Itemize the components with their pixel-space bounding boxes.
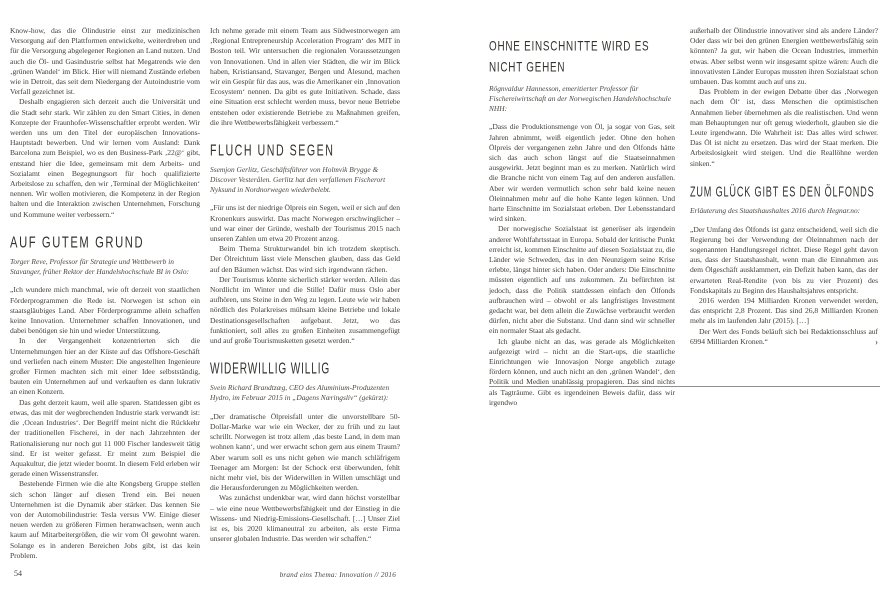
paragraph: „Der Umfang des Ölfonds ist ganz entscheidend, weil sich die Regierung bei der Verwendung der Öleinnahmen nach der sogenannten Handlungsregel richtet. Diese Regel geht davon aus, dass der Staatshaushalt, wenn man die Einnahmen aus dem Ölgeschäft ausklammert, ein Defizit haben kann, das der erwarteten Real-Rendite (von bis zu vier Prozent) des Fondskapitals zu Beginn des Haushaltsjahres entspricht. <box>690 224 878 295</box>
page-number: 54 <box>14 569 22 578</box>
continuation-arrow-icon: › <box>875 336 878 347</box>
paragraph: 2016 werden 194 Milliarden Kronen verwendet werden, das entspricht 2,8 Prozent. Das sind 26,8 Milliarden Kronen mehr als im laufenden Jahr (2015). […] <box>690 296 878 326</box>
right-page-column-2 <box>690 26 878 347</box>
paragraph: Der Tourismus könnte sicherlich stärker werden. Allein das Nordlicht im Winter und die Stille! Dafür muss Oslo aber aufhören, uns Steine in den Weg zu legen. Leute wie wir haben nördlich des Polarkreises mühsam kleine Betriebe und lokale Destinationsgesellschaften aufgebaut. Jetzt, wo das funktioniert, soll alles zu großen Einheiten zusammengefügt und auf große Tourismusketten gesetzt werden.“ <box>210 274 400 346</box>
paragraph-text: Der Wert des Fonds beläuft sich bei Redaktionsschluss auf 6994 Milliarden Kronen.“ <box>690 326 878 346</box>
publication-credit: brand eins Thema: Innovation // 2016 <box>279 571 396 579</box>
left-page-column-1 <box>10 26 200 561</box>
paragraph: „Dass die Produktionsmenge von Öl, ja sogar von Gas, seit Jahren abnimmt, weiß eigentlich jeder. Ohne den hohen Ölpreis der vergangenen zehn Jahre und den Ölfonds hätte sich das auch schon längst auf die Staatseinnahmen ausgewirkt. Jetzt beginnt man es zu merken. Natürlich wird die Branche nicht von einem Tag auf den anderen ausfallen. Aber wir werden vermutlich schon sehr bald keine neuen Öleinnahmen mehr auf die hohe Kante legen können. Und harte Einschnitte im Sozialstaat erleben. Der Lebensstandard wird sinken. <box>489 122 675 224</box>
right-page-column-1 <box>489 26 675 408</box>
paragraph: Beim Thema Strukturwandel bin ich trotzdem skeptisch. Der Ölreichtum lässt viele Menschen glauben, dass das Geld auf den Bäumen wächst. Das wird sich irgendwann rächen. <box>210 244 400 274</box>
byline-hegnar-no: Erläuterung des Staatshaushaltes 2016 durch Hegnar.no: <box>690 205 861 215</box>
paragraph: In der Vergangenheit konzentrierten sich die Unternehmungen hier an der Küste auf das Offshore-Geschäft und verliefen nach einem Muster: Die angestellten Ingenieure großer Firmen machten sich mit einer Idee selbstständig, bauten ein Unternehmen auf und verkauften es dann lukrativ an einen Konzern. <box>10 336 200 397</box>
left-page-column-2 <box>210 26 400 545</box>
paragraph: Know-how, das die Ölindustrie einst zur medizinischen Versorgung auf den Plattformen entwickelte, weiterdrehen und für die Versorgung abgelegener Regionen an Land nutzen. Und auch die Öl- und Gasindustrie selbst hat Megatrends wie den ‚grünen Wandel‘ im Blick. Hier will niemand Zustände erleben wie in Detroit, das seit dem Niedergang der Autoindustrie vom Verfall gezeichnet ist. <box>10 26 200 97</box>
section-divider-rule <box>489 386 880 387</box>
paragraph: Bestehende Firmen wie die alte Kongsberg Gruppe stellen sich schon länger auf diesen Trend ein. Bei neuen Unternehmen ist die Dynamik aber stärker. Das kennen Sie von der Automobilindustrie: Tesla versus VW. Einige dieser neuen werden zu größeren Firmen heranwachsen, wenn auch kaum auf Mitarbeitergrößen, die wir vom Öl gewohnt waren. Solange es in anderen Bereichen Jobs gibt, ist das kein Problem. <box>10 479 200 560</box>
paragraph: Ich nehme gerade mit einem Team aus Südwestnorwegen am ‚Regional Entrepreneurship Acceleration Program‘ des MIT in Boston teil. Wir untersuchen die regionalen Voraussetzungen von Innovationen. Und in allen vier Städten, die wir im Blick haben, Kristiansand, Stavanger, Bergen und Ålesund, machen wir ein Gespür für das aus, was die Amerikaner ein ‚Innovation Ecosystem‘ nennen. Da gibt es gute Initiativen. Schade, dass eine Situation erst schlecht werden muss, bevor neue Betriebe entstehen oder existierende Betriebe zu Maßnahmen greifen, die ihre Wettbewerbsfähigkeit verbessern.“ <box>210 26 400 127</box>
section-heading-fluch-und-segen: FLUCH UND SEGEN <box>210 141 335 159</box>
paragraph: Der norwegische Sozialstaat ist generöser als irgendein anderer Wohlfahrtsstaat in Europa. Sobald der kritische Punkt erreicht ist, kommen Einschnitte auf diesen Sozialstaat zu, die Länder wie Schweden, das in den Neunzigern seine Krise erlebte, längst hinter sich haben. Oder anders: Die Einschnitte müssten eigentlich auf uns zukommen. Zu befürchten ist jedoch, dass die Politik stattdessen einfach den Ölfonds aufbrauchen wird – obwohl er als langfristiges Investment gedacht war, bei dem allein die Zuwächse verbraucht werden dürfen, nicht aber die Substanz. Und dann sind wir schneller ein normaler Staat als gedacht. <box>489 224 675 336</box>
paragraph: Das geht derzeit kaum, weil alle sparen. Stattdessen gibt es etwas, das mit der wegbrechenden Industrie stark verwandt ist: die ‚Ocean Industries‘. Der Begriff meint nicht die Rückkehr der traditionellen Fischerei, in der nach Jahrzehnten der Rationalisierung nur noch gut 11 000 Fischer landesweit tätig sind. Er ist weiter gefasst. Er meint zum Beispiel die Aquakultur, die jetzt wieder boomt. In diesem Feld erleben wir gerade einen Wissenstransfer. <box>10 397 200 479</box>
paragraph: Was zunächst undenkbar war, wird dann höchst vorstellbar – wie eine neue Wettbewerbsfähigkeit und der Einstieg in die Wissens- und Niedrig-Emissions-Gesellschaft. […] Unser Ziel ist es, bis 2020 klimaneutral zu arbeiten, als erste Firma unserer globalen Industrie. Das werden wir schaffen.“ <box>210 493 400 544</box>
paragraph: Deshalb engagieren sich derzeit auch die Universität und die Stadt sehr stark. Wir zählen zu den Smart Cities, in denen Konzepte der Fraunhofer-Wissenschaftler erprobt werden. Wir werden uns um den Titel der europäischen Innovations-Hauptstadt bewerben. Und wir lernen vom Ausland: Dank Barcelona zum Beispiel, wo es den Business-Park ‚22@‘ gibt, entstand hier die Idee, gemeinsam mit dem Arbeits- und Sozialamt einen Begegnungsort für hoch qualifizierte Arbeitslose zu schaffen, den wir ‚Terminal der Möglichkeiten‘ nennen. Wir wollen motivieren, die Kompetenz in der Region halten und die Interaktion zwischen Unternehmen, Forschung und Kommune weiter verbessern.“ <box>10 97 200 219</box>
byline-roegnvaldur-hannesson: Rögnvaldur Hannesson, emeritierter Professor für Fischereiwirtschaft an der Norwegischen Handelshochschule NHH: <box>489 84 672 113</box>
paragraph <box>690 327 878 347</box>
section-heading-auf-gutem-grund: AUF GUTEM GRUND <box>10 232 145 251</box>
byline-torger-reve: Torger Reve, Professor für Strategie und Wettbewerb in Stavanger, früher Rektor der Handelshochschule BI in Oslo: <box>10 256 189 276</box>
paragraph: „Ich wundere mich manchmal, wie oft derzeit von staatlichen Förderprogrammen die Rede ist. Norwegen ist schon ein staatsgläubiges Land. Aber Förderprogramme allein schaffen keine Innovation. Unternehmer schaffen Innovationen, und dabei benötigen sie hin und wieder Unterstützung. <box>10 285 200 336</box>
section-heading-widerwillig-willig: WIDERWILLIG WILLIG <box>210 359 331 377</box>
paragraph: „Der dramatische Ölpreisfall unter die unvorstellbare 50-Dollar-Marke war wie ein Wecker, der zu früh und zu laut schrillt. Norwegen ist trotz allem ‚das beste Land, in dem man wohnen kann‘, und wer erwacht schon gern aus einem Traum? Aber warum soll es uns nicht gehen wie manch schläfrigem Teenager am Morgen: Ist der Schock erst überwunden, fehlt nicht mehr viel, bis der Widerwillen in Willen umschlägt und die Herausforderungen zu Möglichkeiten werden. <box>210 411 400 493</box>
section-heading-ohne-einschnitte: OHNE EINSCHNITTE WIRD ES NICHT GEHEN <box>489 38 650 75</box>
byline-ssemjon-gerlitz: Ssemjon Gerlitz, Geschäftsführer von Holmvik Brygge & Discover Vesterålen. Gerlitz hat den verfallenen Fischerort Nyksund in Nordnorwegen wiederbelebt. <box>210 165 386 194</box>
section-heading-zum-glueck-oelfonds: ZUM GLÜCK GIBT ES DEN ÖLFONDS <box>690 182 875 200</box>
byline-svein-richard-brandtzaeg: Svein Richard Brandtzæg, CEO des Aluminium-Produzenten Hydro, im Februar 2015 in „Dagens Næringsliv“ (gekürzt): <box>210 383 390 403</box>
paragraph: Das Problem in der ewigen Debatte über das ‚Norwegen nach dem Öl‘ ist, dass Menschen die optimistischen Annahmen lieber übernehmen als die realistischen. Und wenn man Behauptungen nur oft genug wiederholt, glauben sie die Leute irgendwann. Die Wahrheit ist: Das alles wird schwer. Das Öl ist nicht zu ersetzen. Das wird der Staat merken. Die Arbeitslosigkeit wird steigen. Und die Reallöhne werden sinken.“ <box>690 87 878 168</box>
paragraph: außerhalb der Ölindustrie innovativer sind als andere Länder? Oder dass wir bei den grünen Energien wettbewerbsfähig sein könnten? Ja gut, wir haben die Ocean Industries, immerhin etwas. Aber selbst wenn wir insgesamt spitze wären: Auch die innovativsten Länder Europas mussten ihren Sozialstaat schon umbauen. Das kommt auch auf uns zu. <box>690 26 878 87</box>
paragraph: Ich glaube nicht an das, was gerade als Möglichkeiten aufgezeigt wird – nicht an die Start-ups, die staatliche Einrichtungen wie Innovasjon Norge angeblich zutage fördern können, und auch nicht an den ‚grünen Wandel‘, den Politik und Medien unablässig propagieren. Das sind nichts als Tagträume. Gibt es irgendeinen Beweis dafür, dass wir irgendwo <box>489 336 675 407</box>
paragraph: „Für uns ist der niedrige Ölpreis ein Segen, weil er sich auf den Kronenkurs auswirkt. Das macht Norwegen erschwinglicher – und war einer der Gründe, weshalb der Tourismus 2015 nach unseren Zahlen um etwa 20 Prozent anzog. <box>210 203 400 244</box>
